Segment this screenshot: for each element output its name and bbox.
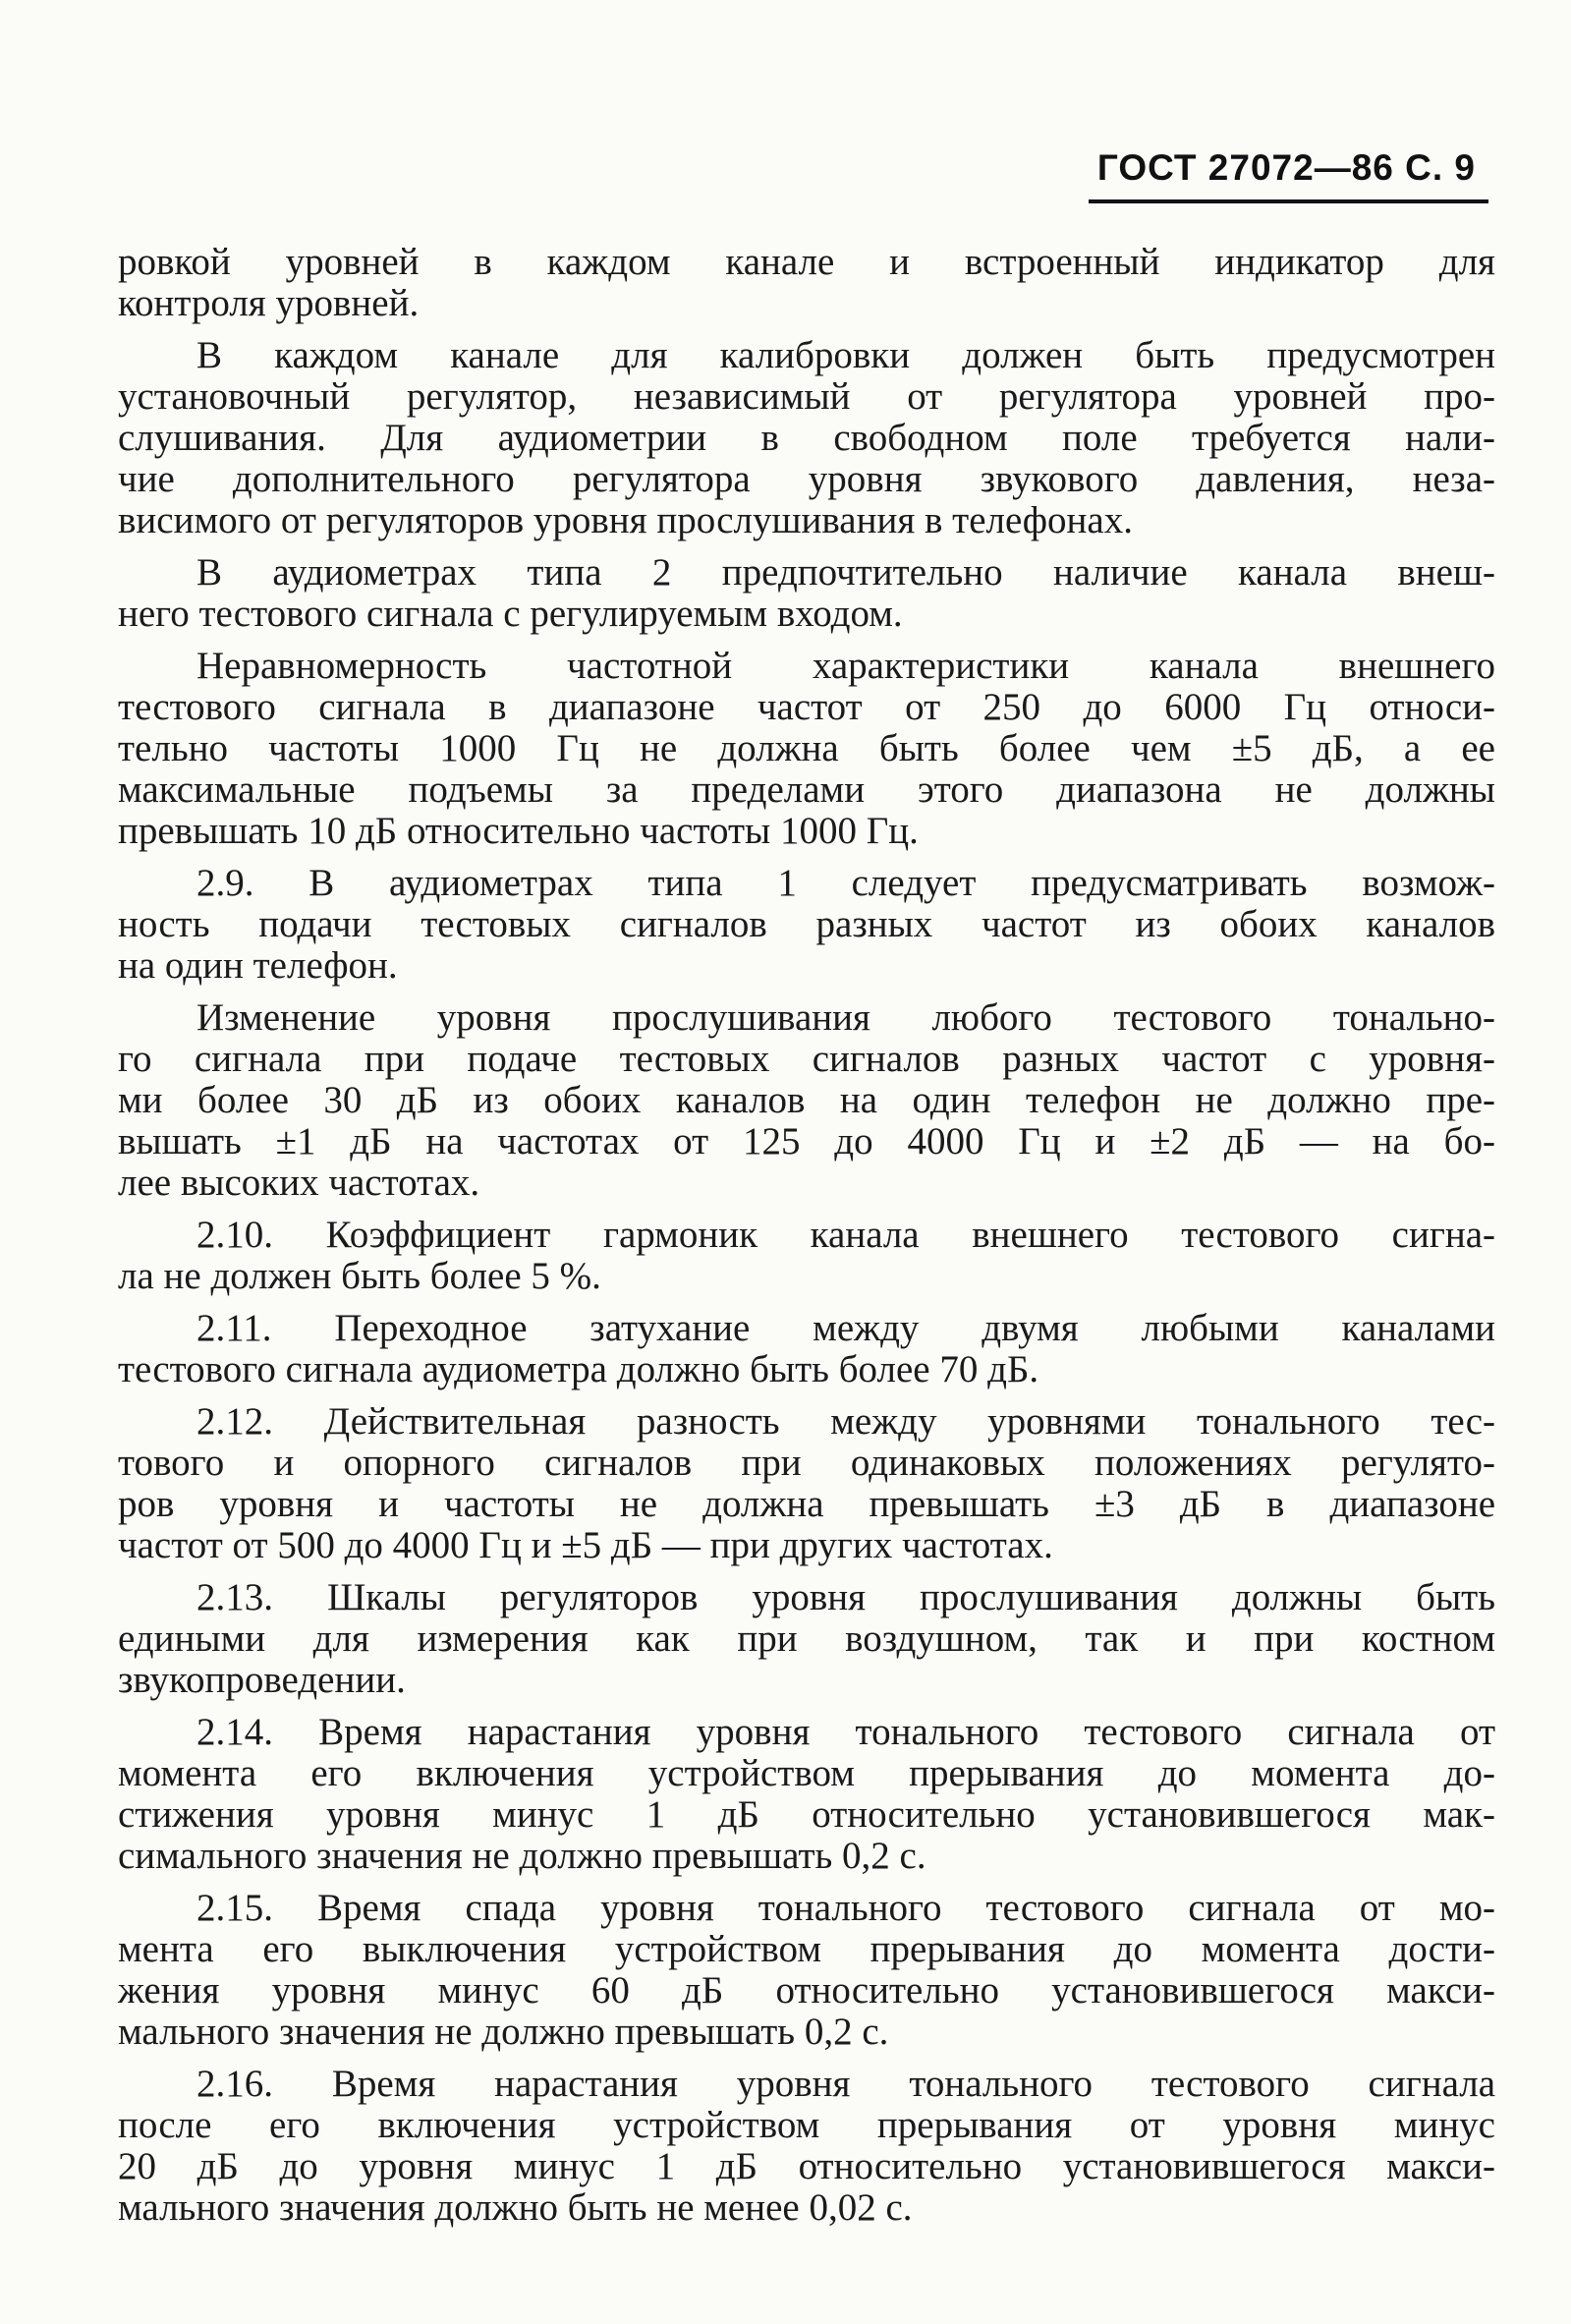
paragraph-line: тельно частоты 1000 Гц не должна быть более чем ±5 дБ, а ее <box>118 727 1495 769</box>
clause-number: 2.13. <box>196 1576 273 1618</box>
paragraph-line: момента его включения устройством прерывания до момента до- <box>118 1752 1495 1794</box>
paragraph-line: стижения уровня минус 1 дБ относительно установившегося мак- <box>118 1793 1495 1836</box>
paragraph <box>118 1888 1495 2053</box>
header-rule <box>1089 199 1488 203</box>
line-text: Время нарастания уровня тонального тестового сигнала <box>331 2063 1496 2105</box>
line-text: В аудиометрах типа 1 следует предусматривать возмож- <box>309 862 1496 904</box>
clause-number: 2.12. <box>196 1400 273 1443</box>
paragraph-line <box>118 863 1495 904</box>
line-text: Действительная разность между уровнями тонального тес- <box>323 1400 1495 1443</box>
paragraph-line: мента его выключения устройством прерывания до момента дости- <box>118 1928 1495 1970</box>
paragraph <box>118 242 1495 324</box>
paragraph-line: на один телефон. <box>118 944 398 987</box>
paragraph-line: мального значения не должно превышать 0,2 с. <box>118 2011 889 2053</box>
paragraph-line <box>118 1215 1495 1256</box>
paragraph-line <box>118 1712 1495 1753</box>
paragraph-line: ла не должен быть более 5 %. <box>118 1255 601 1297</box>
clause-number: 2.14. <box>196 1711 273 1753</box>
paragraph <box>118 646 1495 852</box>
paragraph-line: после его включения устройством прерывания от уровня минус <box>118 2104 1495 2146</box>
clause-number: 2.16. <box>196 2063 273 2105</box>
line-text: Коэффициент гармоник канала внешнего тестового сигна- <box>325 1214 1495 1256</box>
clause-number: 2.15. <box>196 1887 273 1929</box>
paragraph-line: превышать 10 дБ относительно частоты 1000 Гц. <box>118 810 919 852</box>
paragraph-line: жения уровня минус 60 дБ относительно установившегося макси- <box>118 1969 1495 2012</box>
paragraph <box>118 1308 1495 1390</box>
paragraph-line <box>118 1577 1495 1618</box>
paragraph-line <box>118 2064 1495 2105</box>
paragraph-line: мального значения должно быть не менее 0,02 с. <box>118 2186 913 2229</box>
line-text: Время спада уровня тонального тестового сигнала от мо- <box>317 1887 1495 1929</box>
paragraph-line: тестового сигнала аудиометра должно быть более 70 дБ. <box>118 1348 1039 1390</box>
paragraph-line: ми более 30 дБ из обоих каналов на один телефон не должно пре- <box>118 1079 1495 1121</box>
paragraph-line: В каждом канале для калибровки должен быть предусмотрен <box>196 334 1495 376</box>
paragraph <box>118 1712 1495 1877</box>
paragraph <box>118 335 1495 541</box>
clause-number: 2.11. <box>196 1307 272 1349</box>
clause-number: 2.9. <box>196 862 254 904</box>
paragraph <box>118 552 1495 635</box>
line-text: Время нарастания уровня тонального тестового сигнала от <box>318 1711 1495 1753</box>
paragraph-line: В аудиометрах типа 2 предпочтительно наличие канала внеш- <box>196 551 1495 594</box>
paragraph <box>118 1401 1495 1566</box>
paragraph-line: Неравномерность частотной характеристики канала внешнего <box>196 645 1495 687</box>
paragraph-line <box>118 1308 1495 1349</box>
paragraph-line: вышать ±1 дБ на частотах от 125 до 4000 Гц и ±2 дБ — на бо- <box>118 1120 1495 1162</box>
paragraph-line: максимальные подъемы за пределами этого диапазона не должны <box>118 768 1495 811</box>
paragraph-line: контроля уровней. <box>118 282 420 324</box>
paragraph-line: 20 дБ до уровня минус 1 дБ относительно установившегося макси- <box>118 2145 1495 2187</box>
paragraph-line: ров уровня и частоты не должна превышать ±3 дБ в диапазоне <box>118 1483 1495 1525</box>
line-text: Переходное затухание между двумя любыми каналами <box>334 1307 1495 1349</box>
paragraph <box>118 2064 1495 2229</box>
paragraph-line: тестового сигнала в диапазоне частот от 250 до 6000 Гц относи- <box>118 686 1495 728</box>
paragraph-line: Изменение уровня прослушивания любого тестового тонально- <box>196 996 1495 1039</box>
paragraph-line: него тестового сигнала с регулируемым входом. <box>118 593 903 635</box>
paragraph-line: звукопроведении. <box>118 1659 406 1701</box>
paragraph-line: частот от 500 до 4000 Гц и ±5 дБ — при других частотах. <box>118 1524 1053 1566</box>
paragraph-line: едиными для измерения как при воздушном, так и при костном <box>118 1617 1495 1660</box>
paragraph-line: висимого от регуляторов уровня прослушивания в телефонах. <box>118 499 1133 541</box>
paragraph <box>118 1577 1495 1701</box>
document-body <box>118 242 1495 2239</box>
paragraph-line: установочный регулятор, независимый от регулятора уровней про- <box>118 375 1495 418</box>
paragraph-line: ность подачи тестовых сигналов разных частот из обоих каналов <box>118 903 1495 945</box>
clause-number: 2.10. <box>196 1214 273 1256</box>
paragraph-line: го сигнала при подаче тестовых сигналов разных частот с уровня- <box>118 1038 1495 1080</box>
paragraph-line: симального значения не должно превышать 0,2 с. <box>118 1835 926 1877</box>
paragraph-line: чие дополнительного регулятора уровня звукового давления, неза- <box>118 458 1495 500</box>
paragraph <box>118 1215 1495 1297</box>
paragraph-line: тового и опорного сигналов при одинаковых положениях регулято- <box>118 1442 1495 1484</box>
paragraph-line: ровкой уровней в каждом канале и встроенный индикатор для <box>118 241 1495 283</box>
paragraph-line: лее высоких частотах. <box>118 1162 480 1204</box>
paragraph <box>118 997 1495 1204</box>
paragraph-line <box>118 1888 1495 1929</box>
paragraph-line: слушивания. Для аудиометрии в свободном поле требуется нали- <box>118 417 1495 459</box>
paragraph <box>118 863 1495 987</box>
line-text: Шкалы регуляторов уровня прослушивания должны быть <box>326 1576 1495 1618</box>
paragraph-line <box>118 1401 1495 1443</box>
page-header: ГОСТ 27072—86 С. 9 <box>1096 147 1476 188</box>
